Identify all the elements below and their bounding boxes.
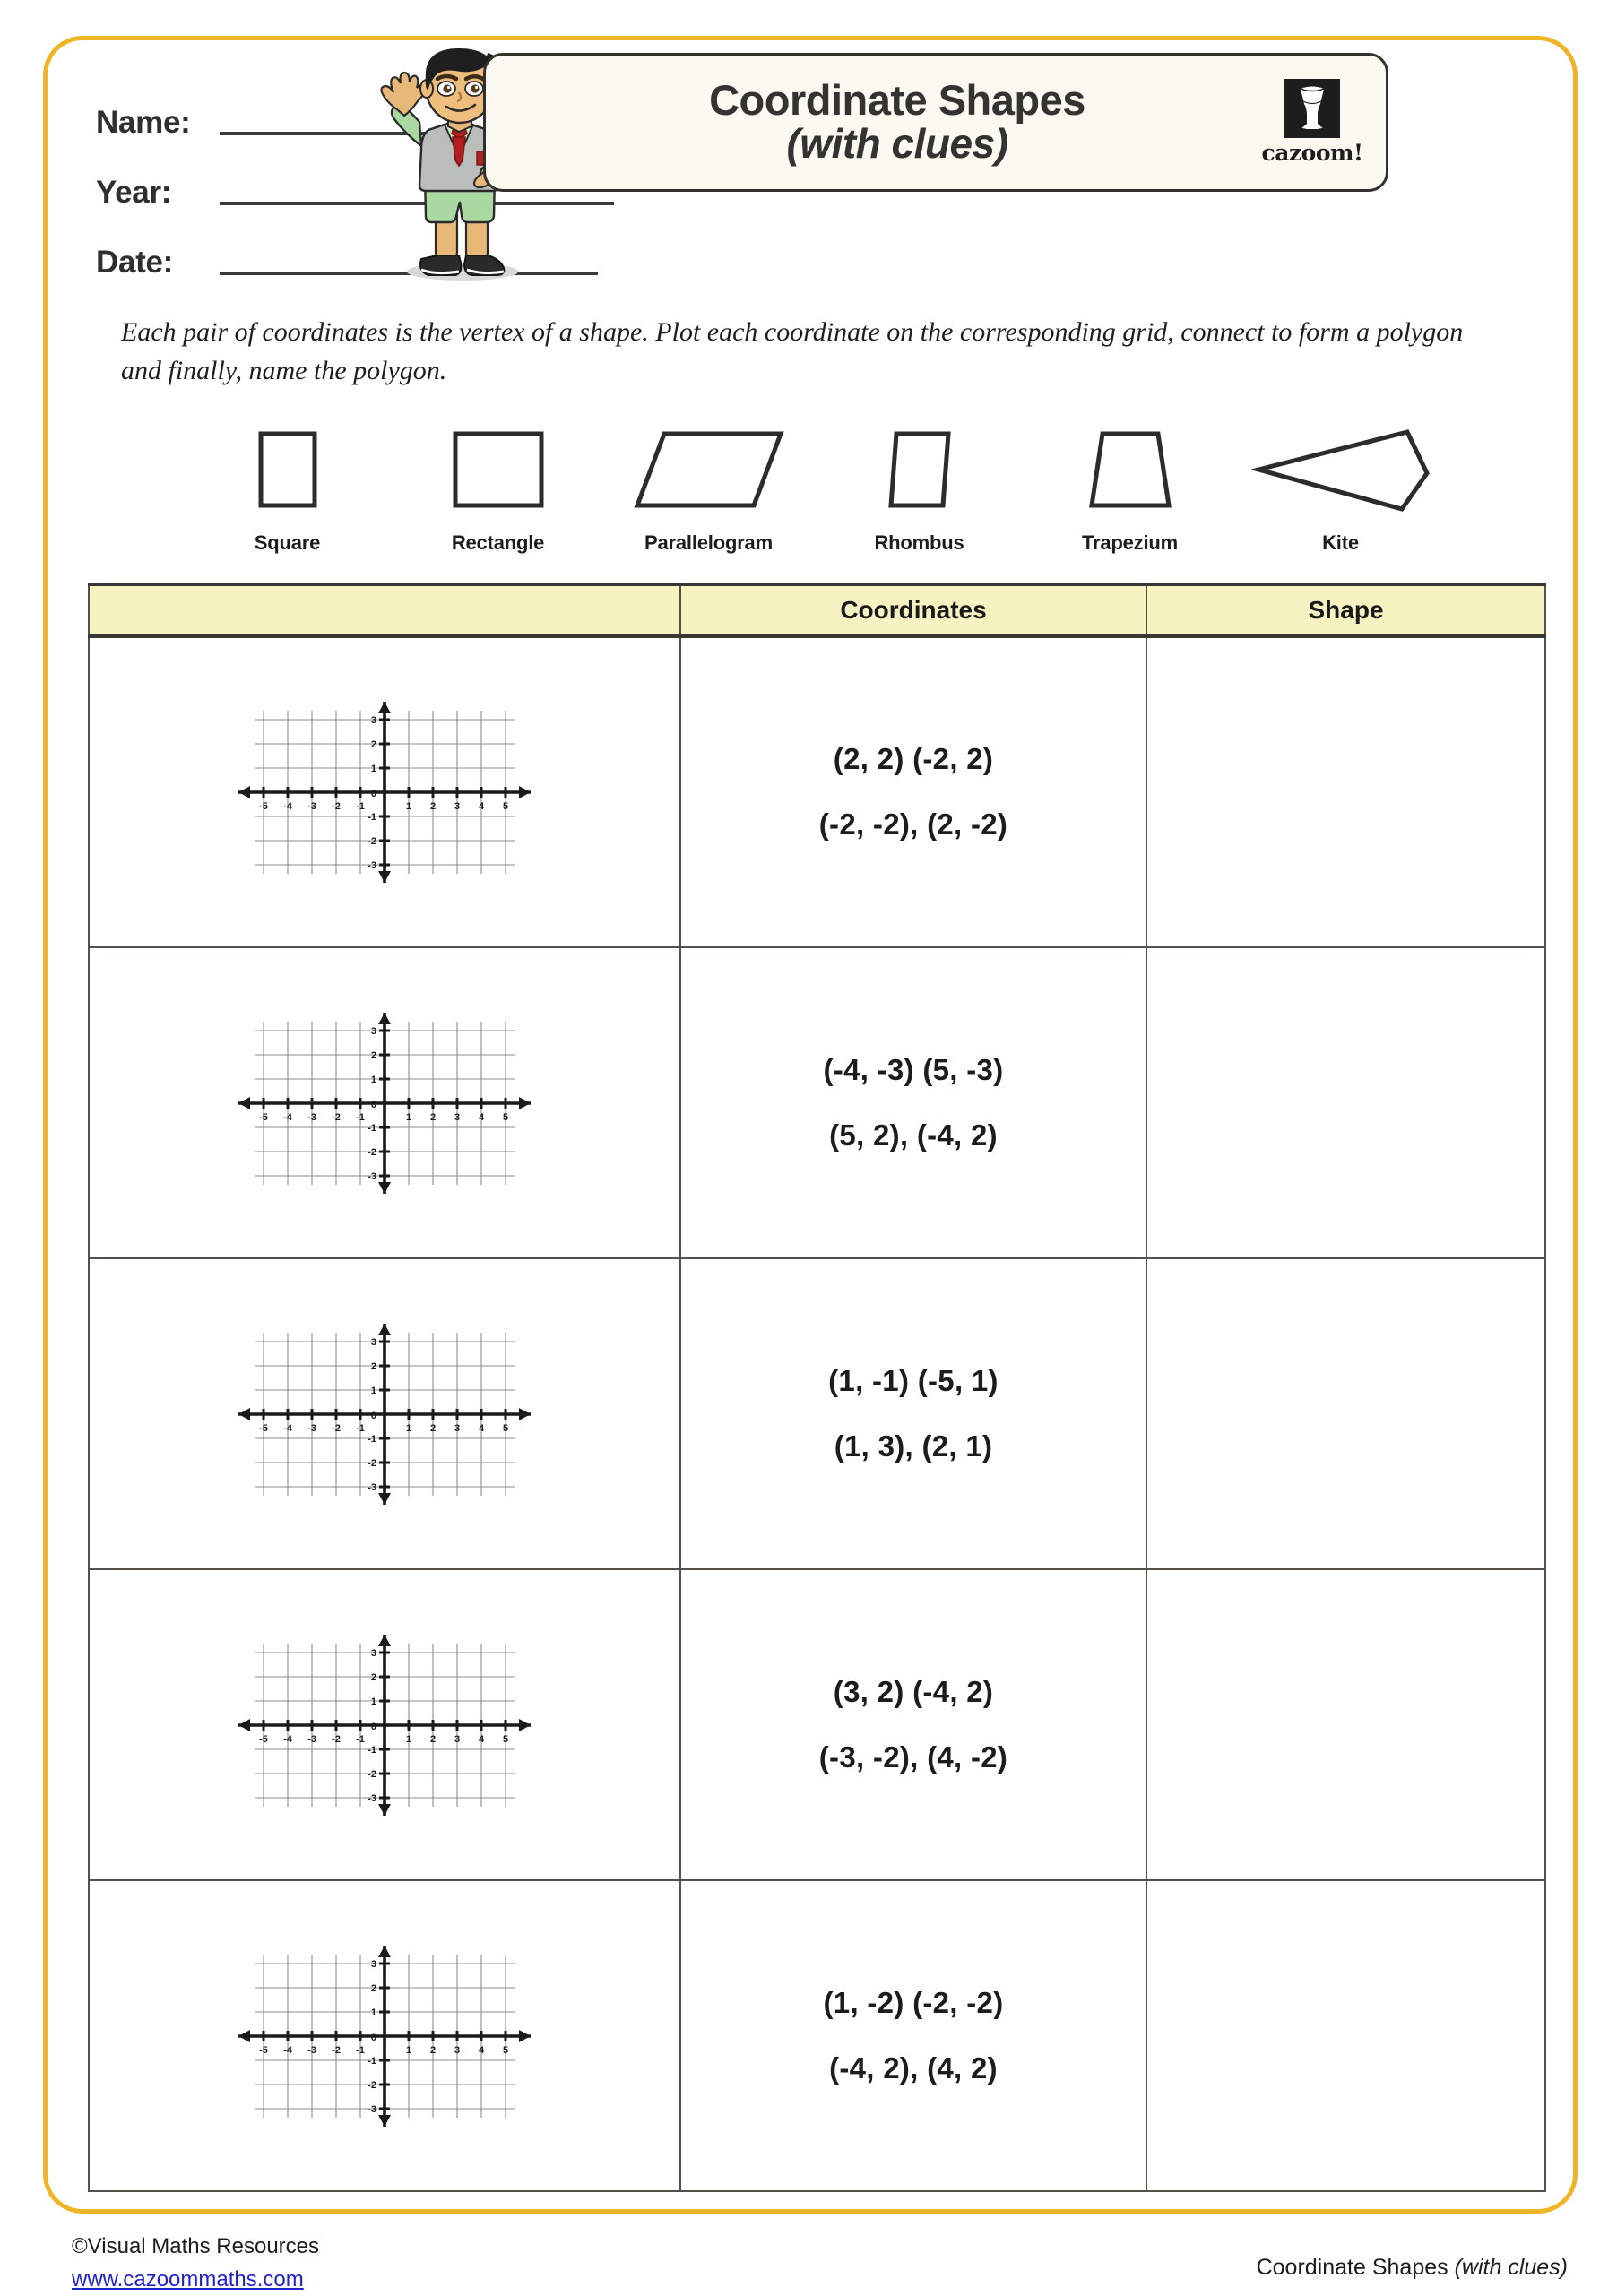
svg-text:4: 4 [478, 801, 485, 812]
svg-text:3: 3 [454, 2044, 461, 2056]
grid-cell-row-2 [89, 947, 680, 1258]
svg-text:3: 3 [454, 1422, 461, 1434]
svg-text:3: 3 [370, 1336, 376, 1348]
svg-text:-2: -2 [332, 1111, 341, 1123]
coordinates-line-2: (-3, -2), (4, -2) [818, 1739, 1008, 1774]
svg-text:-3: -3 [307, 2044, 316, 2056]
footer-sheet-title-main: Coordinate Shapes [1256, 2255, 1455, 2280]
gallery-item-square [182, 424, 393, 555]
cazoom-brand-logo [1258, 79, 1366, 166]
svg-text:-2: -2 [332, 1422, 341, 1434]
drum-glyph [1284, 79, 1340, 138]
coordinates-line-1: (-4, -3) (5, -3) [823, 1052, 1004, 1086]
worksheet-instructions: Each pair of coordinates is the vertex of a shape. Plot each coordinate on the corresponding grid, connect to form a polygon and finally, name the polygon. [121, 317, 1464, 385]
svg-text:2: 2 [429, 2044, 437, 2056]
svg-text:1: 1 [405, 2044, 412, 2056]
gallery-item-trapezium [1025, 424, 1235, 555]
date-field-row [96, 236, 634, 281]
gallery-item-kite [1235, 424, 1446, 555]
svg-text:-3: -3 [307, 1733, 316, 1745]
svg-text:-5: -5 [259, 2044, 268, 2056]
svg-text:-1: -1 [368, 1122, 376, 1134]
coordinate-grid-3[interactable] [90, 1318, 679, 1510]
shape-answer-cell-row-1[interactable] [1146, 636, 1545, 947]
svg-text:1: 1 [370, 1074, 376, 1085]
svg-text:0: 0 [370, 1099, 376, 1110]
svg-text:1: 1 [370, 1696, 376, 1707]
svg-text:3: 3 [454, 1111, 461, 1123]
gallery-label-trapezium: Trapezium [1081, 531, 1178, 554]
svg-text:-2: -2 [368, 1457, 376, 1469]
svg-text:2: 2 [370, 1049, 376, 1061]
title-text-block [486, 76, 1258, 168]
coordinates-line-1: (3, 2) (-4, 2) [833, 1674, 994, 1708]
cartesian-grid-svg [233, 1940, 536, 2132]
svg-text:4: 4 [478, 1111, 485, 1123]
svg-text:-3: -3 [368, 2103, 376, 2115]
svg-text:3: 3 [454, 801, 461, 812]
grid-cell-row-4 [89, 1569, 680, 1880]
svg-text:0: 0 [370, 2032, 376, 2043]
table-body [89, 636, 1545, 2191]
svg-text:-3: -3 [307, 1111, 316, 1123]
name-field-label: Name: [96, 105, 191, 140]
coordinate-grid-5[interactable] [90, 1940, 679, 2132]
grid-cell-row-3 [89, 1258, 680, 1569]
svg-text:-5: -5 [259, 801, 268, 812]
svg-text:3: 3 [370, 1025, 376, 1037]
svg-text:-5: -5 [259, 1422, 268, 1434]
gallery-label-parallelogram: Parallelogram [644, 531, 773, 554]
svg-text:5: 5 [502, 1111, 509, 1123]
trapezium-shape-icon [1072, 424, 1189, 521]
svg-text:4: 4 [478, 1422, 485, 1434]
svg-text:-1: -1 [356, 801, 365, 812]
coordinates-line-1: (1, -1) (-5, 1) [828, 1363, 999, 1397]
svg-text:-1: -1 [368, 2055, 376, 2067]
table-head [89, 584, 1545, 636]
coordinate-grid-4[interactable] [90, 1629, 679, 1821]
table-row [89, 1880, 1545, 2191]
table-row [89, 1258, 1545, 1569]
svg-text:3: 3 [370, 1958, 376, 1970]
cazoom-wordmark: cazoom! [1261, 140, 1363, 166]
worksheet-title-panel [483, 53, 1388, 192]
svg-text:-3: -3 [307, 801, 316, 812]
table-row [89, 947, 1545, 1258]
svg-text:2: 2 [370, 739, 376, 750]
svg-text:-2: -2 [368, 1146, 376, 1158]
svg-text:-1: -1 [368, 1433, 376, 1445]
svg-text:-2: -2 [368, 836, 376, 847]
svg-text:-1: -1 [356, 1422, 365, 1434]
column-header-coordinates: Coordinates [680, 584, 1146, 636]
svg-text:-1: -1 [368, 812, 376, 823]
coordinate-shapes-table [88, 583, 1546, 2192]
table-row [89, 1569, 1545, 1880]
svg-text:1: 1 [405, 801, 412, 812]
coordinates-line-2: (1, 3), (2, 1) [834, 1429, 993, 1463]
coordinates-line-1: (2, 2) (-2, 2) [833, 742, 994, 776]
gallery-item-rectangle [393, 424, 603, 555]
coordinates-cell-row-1 [680, 636, 1146, 947]
svg-text:2: 2 [370, 1982, 376, 1994]
coordinate-grid-2[interactable] [90, 1007, 679, 1199]
svg-text:3: 3 [370, 1647, 376, 1659]
svg-text:2: 2 [429, 1733, 437, 1745]
gallery-label-kite: Kite [1322, 531, 1359, 554]
svg-text:-4: -4 [283, 1733, 292, 1745]
coordinates-cell-row-4 [680, 1569, 1146, 1880]
svg-text:2: 2 [429, 1422, 437, 1434]
coordinates-cell-row-2 [680, 947, 1146, 1258]
gallery-label-rectangle: Rectangle [451, 531, 545, 554]
coordinates-line-2: (-2, -2), (2, -2) [818, 807, 1008, 841]
shape-answer-cell-row-5[interactable] [1146, 1880, 1545, 2191]
worksheet-subtitle: (with clues) [786, 120, 1008, 168]
svg-text:0: 0 [370, 1410, 376, 1421]
svg-text:2: 2 [429, 801, 437, 812]
svg-text:-2: -2 [368, 2079, 376, 2091]
square-shape-icon [234, 424, 342, 521]
cartesian-grid-svg [233, 1629, 536, 1821]
svg-text:-1: -1 [368, 1744, 376, 1756]
svg-text:-5: -5 [259, 1111, 268, 1123]
svg-text:1: 1 [405, 1733, 412, 1745]
kite-shape-icon [1251, 424, 1431, 521]
worksheet-title: Coordinate Shapes [709, 76, 1085, 125]
shape-answer-cell-row-4[interactable] [1146, 1569, 1545, 1880]
svg-text:-5: -5 [259, 1733, 268, 1745]
footer-copyright: ©Visual Maths Resources [72, 2234, 320, 2258]
grid-cell-row-1 [89, 636, 680, 947]
coordinates-line-1: (1, -2) (-2, -2) [823, 1985, 1004, 2019]
rhombus-shape-icon [866, 424, 973, 521]
worksheet-page-frame [43, 36, 1578, 2214]
svg-text:-2: -2 [332, 2044, 341, 2056]
svg-text:4: 4 [478, 1733, 485, 1745]
coordinates-line-2: (5, 2), (-4, 2) [829, 1118, 998, 1152]
svg-text:-2: -2 [368, 1768, 376, 1780]
svg-text:0: 0 [370, 789, 376, 799]
svg-text:3: 3 [370, 715, 376, 726]
rectangle-shape-icon [436, 424, 561, 521]
svg-text:5: 5 [502, 801, 509, 812]
worksheet-header [48, 40, 1582, 309]
svg-text:1: 1 [405, 1111, 412, 1123]
svg-text:-3: -3 [368, 1170, 376, 1182]
gallery-label-square: Square [254, 531, 321, 554]
svg-text:3: 3 [454, 1733, 461, 1745]
svg-text:-1: -1 [356, 1111, 365, 1123]
svg-text:-3: -3 [307, 1422, 316, 1434]
coordinates-line-2: (-4, 2), (4, 2) [829, 2050, 998, 2085]
coordinates-cell-row-3 [680, 1258, 1146, 1569]
svg-text:-1: -1 [356, 2044, 365, 2056]
gallery-item-parallelogram [603, 424, 814, 555]
year-field-label: Year: [96, 175, 172, 210]
svg-text:-3: -3 [368, 1481, 376, 1493]
svg-text:-4: -4 [283, 2044, 292, 2056]
svg-text:1: 1 [370, 2007, 376, 2018]
cazoom-drum-icon [1284, 79, 1340, 138]
parallelogram-shape-icon [628, 424, 790, 521]
column-header-shape: Shape [1146, 584, 1545, 636]
footer-sheet-title [1257, 2255, 1568, 2281]
svg-text:5: 5 [502, 1422, 509, 1434]
svg-text:2: 2 [429, 1111, 437, 1123]
svg-text:-2: -2 [332, 1733, 341, 1745]
worksheet-footer [0, 2230, 1617, 2294]
column-header-grid [89, 584, 680, 636]
svg-text:5: 5 [502, 2044, 509, 2056]
cartesian-grid-svg [233, 1318, 536, 1510]
gallery-item-rhombus [814, 424, 1025, 555]
svg-text:0: 0 [370, 1721, 376, 1732]
svg-text:-3: -3 [368, 860, 376, 871]
cartesian-grid-svg [233, 1007, 536, 1199]
svg-text:5: 5 [502, 1733, 509, 1745]
gallery-label-rhombus: Rhombus [874, 531, 964, 554]
svg-text:4: 4 [478, 2044, 485, 2056]
svg-text:2: 2 [370, 1671, 376, 1683]
footer-credits [72, 2230, 319, 2296]
svg-text:-4: -4 [283, 801, 292, 812]
svg-text:-4: -4 [283, 1111, 292, 1123]
svg-text:2: 2 [370, 1360, 376, 1372]
shape-reference-gallery [182, 424, 1455, 576]
svg-text:1: 1 [405, 1422, 412, 1434]
shape-answer-cell-row-2[interactable] [1146, 947, 1545, 1258]
grid-cell-row-5 [89, 1880, 680, 2191]
svg-text:1: 1 [370, 764, 376, 774]
coordinates-cell-row-5 [680, 1880, 1146, 2191]
footer-sheet-title-sub: (with clues) [1454, 2255, 1568, 2280]
date-field-label: Date: [96, 245, 174, 280]
svg-text:-2: -2 [332, 801, 341, 812]
svg-text:-4: -4 [283, 1422, 292, 1434]
coordinate-grid-1[interactable] [90, 696, 679, 888]
svg-text:-3: -3 [368, 1792, 376, 1804]
table-header-row [89, 584, 1545, 636]
svg-text:1: 1 [370, 1385, 376, 1396]
cartesian-grid-svg [233, 696, 536, 888]
shape-answer-cell-row-3[interactable] [1146, 1258, 1545, 1569]
footer-website-link[interactable]: www.cazoommaths.com [72, 2267, 304, 2292]
table-row [89, 636, 1545, 947]
svg-text:-1: -1 [356, 1733, 365, 1745]
